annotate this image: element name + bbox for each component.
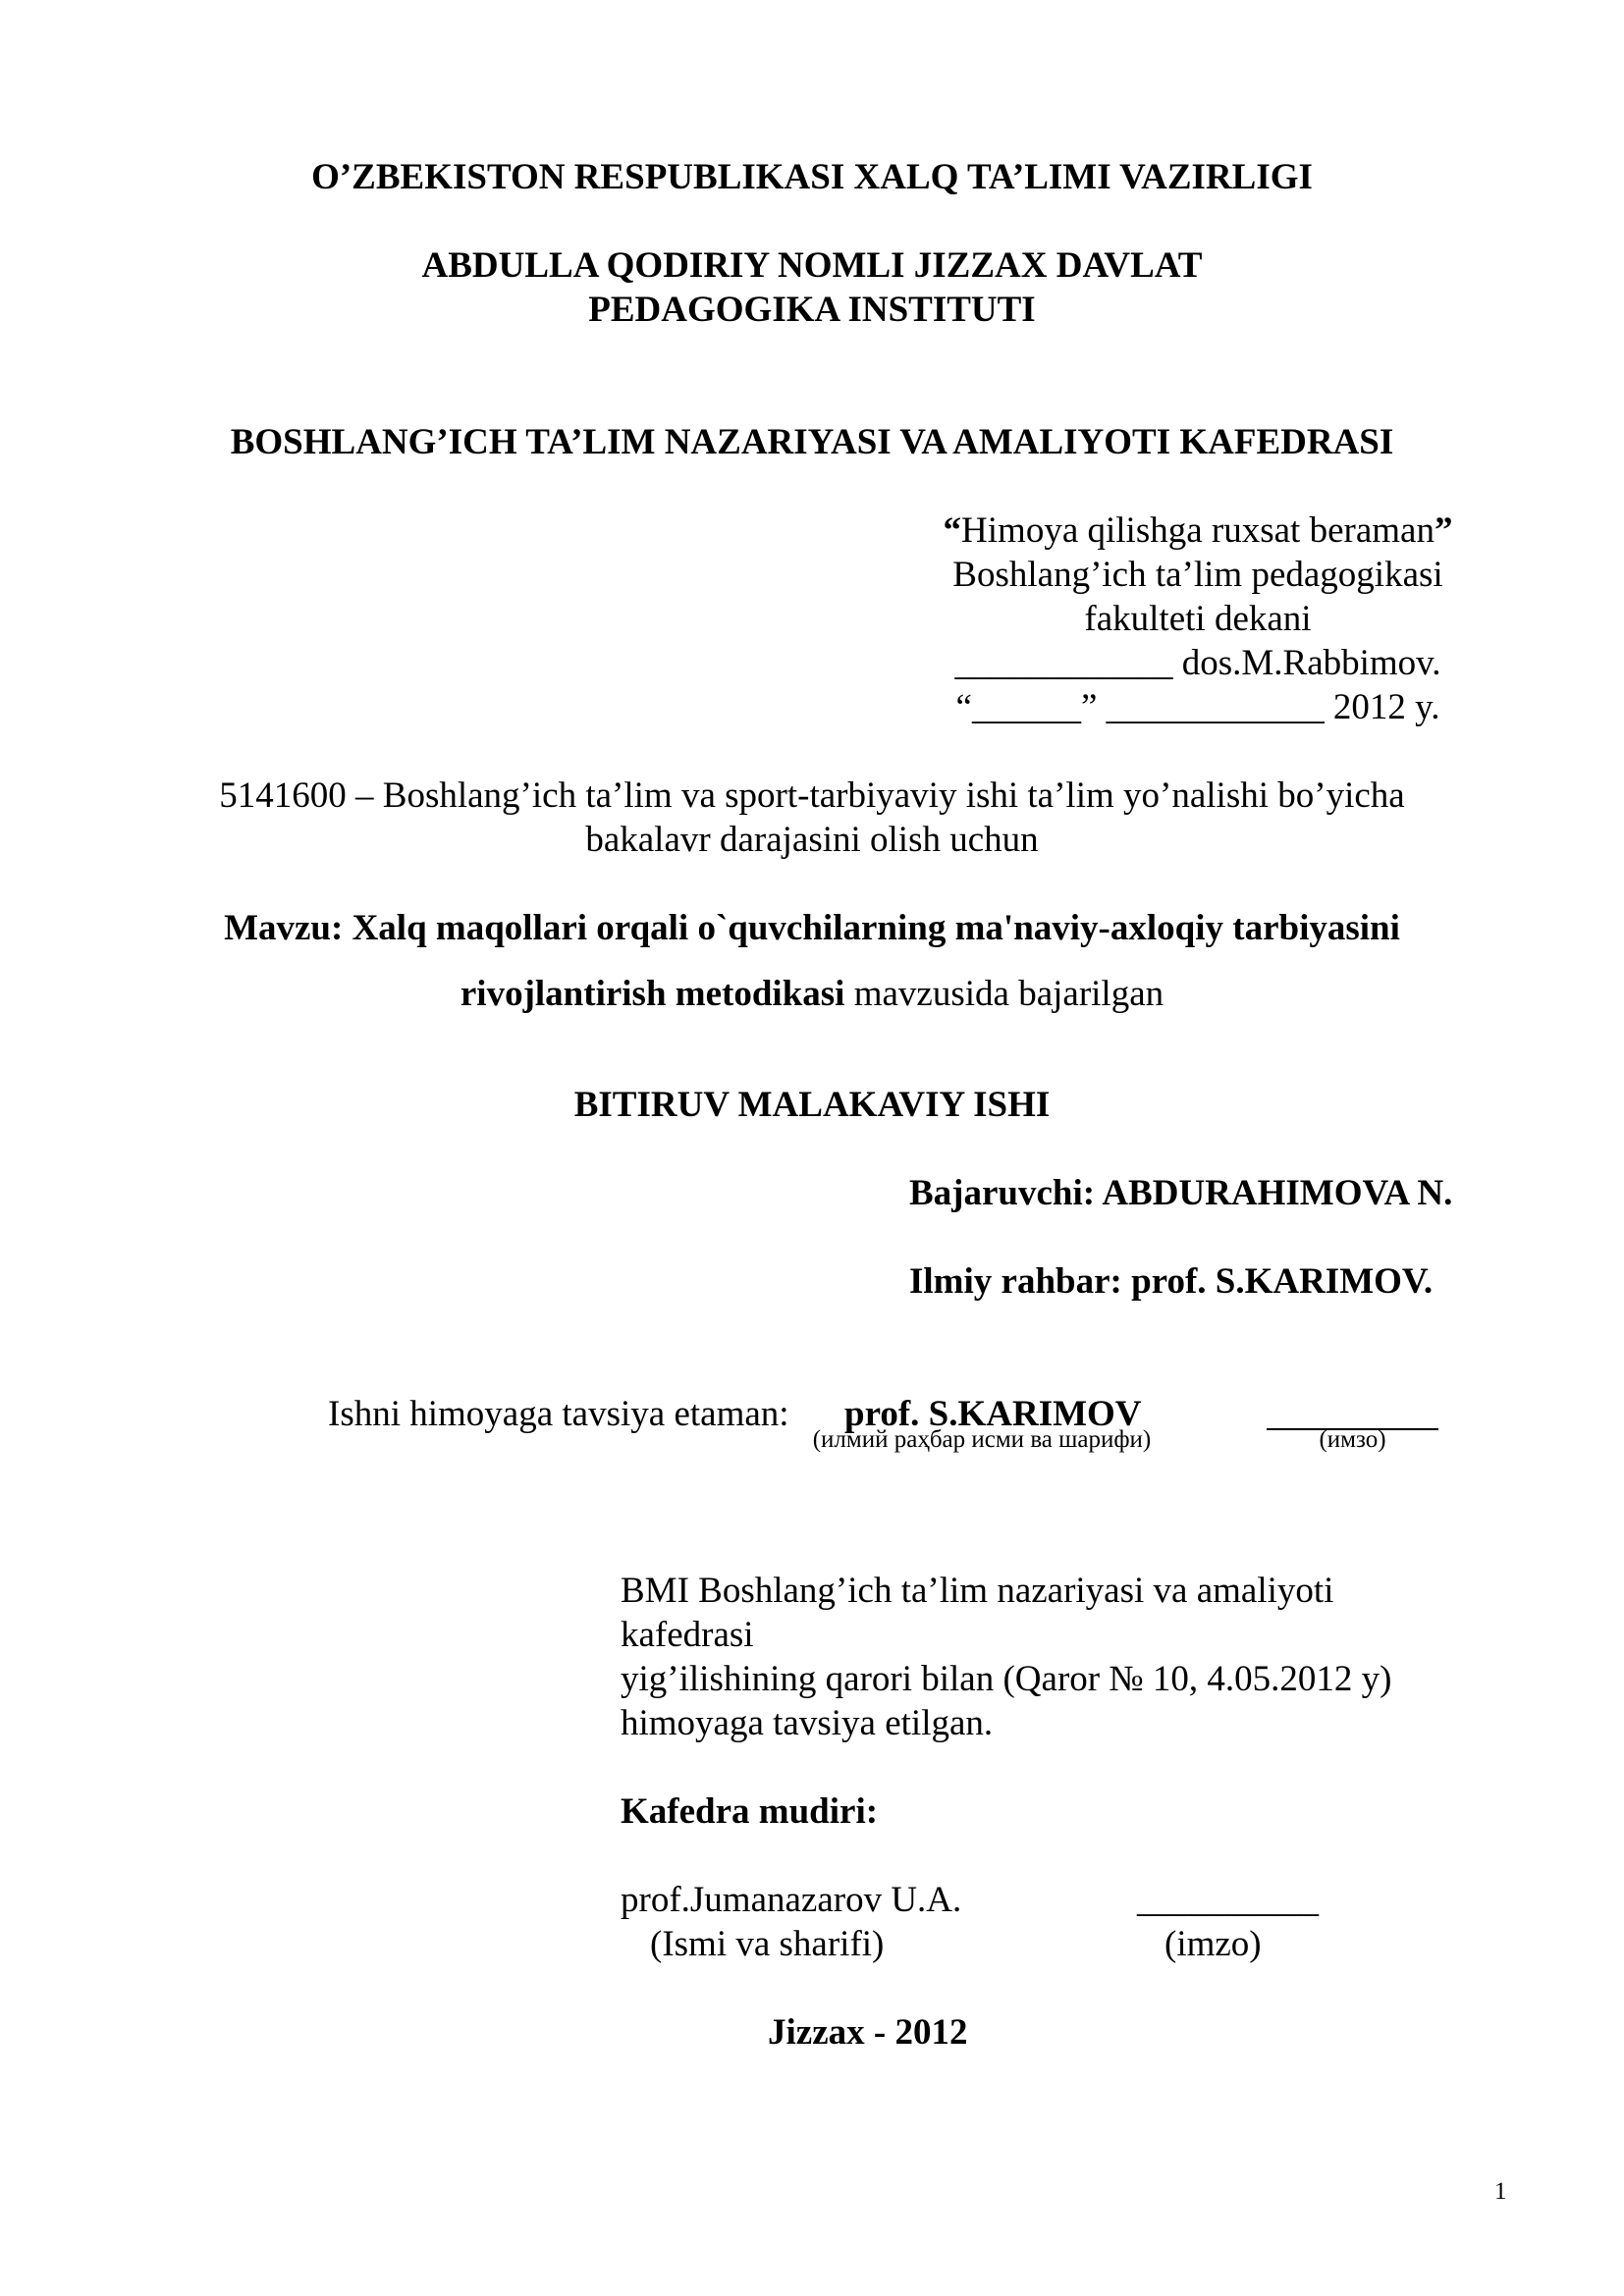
decision-line1: BMI Boshlang’ich ta’lim nazariyasi va amaliyoti — [621, 1571, 1334, 1611]
head-name-caption: (Ismi va sharifi) — [650, 1924, 885, 1964]
head-signature-blank: __________ — [1137, 1880, 1319, 1920]
decision-line4: himoyaga tavsiya etilgan. — [621, 1703, 994, 1743]
approval-heading — [884, 508, 1512, 553]
topic-line2-rest: mavzusida bajarilgan — [844, 974, 1164, 1014]
approval-quote-open: “ — [943, 510, 962, 551]
approval-quote-close: ” — [1434, 510, 1453, 551]
decision-line2: kafedrasi — [621, 1615, 754, 1655]
decision-line3: yig’ilishining qarori bilan (Qaror № 10, 4.05.2012 y) — [621, 1659, 1392, 1699]
program-line2: bakalavr darajasini olish uchun — [585, 820, 1039, 860]
approval-line-dean: fakulteti dekani — [1084, 599, 1312, 639]
approval-dean-signature — [884, 641, 1512, 685]
topic-line1: Mavzu: Xalq maqollari orqali o`quvchilarning ma'naviy-axloqiy tarbiyasini — [224, 908, 1400, 948]
supervisor-label: Ilmiy rahbar: — [909, 1261, 1122, 1302]
institute-title-line1: ABDULLA QODIRIY NOMLI JIZZAX DAVLAT — [421, 245, 1203, 286]
supervisor-name: prof. S.KARIMOV. — [1131, 1261, 1434, 1302]
performer-name: ABDURAHIMOVA N. — [1102, 1173, 1453, 1213]
recommendation-label: Ishni himoyaga tavsiya etaman: — [328, 1394, 789, 1434]
ministry-title: O’ZBEKISTON RESPUBLIKASI XALQ TA’LIMI VAZIRLIGI — [311, 157, 1313, 197]
head-signature-caption: (imzo) — [1164, 1924, 1262, 1964]
topic-line2 — [0, 972, 1624, 1016]
approval-line-faculty: Boshlang’ich ta’lim pedagogikasi — [952, 555, 1443, 595]
recommendation-supervisor-name: prof. S.KARIMOV — [844, 1394, 1142, 1434]
performer-line — [909, 1171, 1452, 1215]
head-of-department-name: prof.Jumanazarov U.A. — [621, 1880, 962, 1920]
topic-title-end: rivojlantirish metodikasi — [460, 974, 845, 1014]
approval-date-line: “______” ____________ 2012 y. — [955, 687, 1440, 727]
page-number: 1 — [1494, 2178, 1507, 2205]
institute-title-line2: PEDAGOGIKA INSTITUTI — [588, 290, 1036, 330]
supervisor-line — [909, 1259, 1433, 1304]
dean-signature-blank: ____________ — [954, 643, 1173, 683]
work-type-title: BITIRUV MALAKAVIY ISHI — [573, 1085, 1051, 1125]
department-title: BOSHLANG’ICH TA’LIM NAZARIYASI VA AMALIYOTI KAFEDRASI — [230, 422, 1394, 462]
program-line1: 5141600 – Boshlang’ich ta’lim va sport-tarbiyaviy ishi ta’lim yo’nalishi bo’yicha — [219, 775, 1405, 816]
place-year: Jizzax - 2012 — [768, 2012, 968, 2053]
approval-heading-text: Himoya qilishga ruxsat beraman — [961, 510, 1435, 551]
performer-label: Bajaruvchi: — [909, 1173, 1096, 1213]
dean-name: dos.M.Rabbimov. — [1181, 643, 1441, 683]
head-of-department-label: Kafedra mudiri: — [621, 1791, 879, 1832]
recommendation-name-caption: (илмий раҳбар исми ва шарифи) — [812, 1426, 1152, 1453]
recommendation-signature-caption: (имзо) — [1319, 1426, 1386, 1453]
